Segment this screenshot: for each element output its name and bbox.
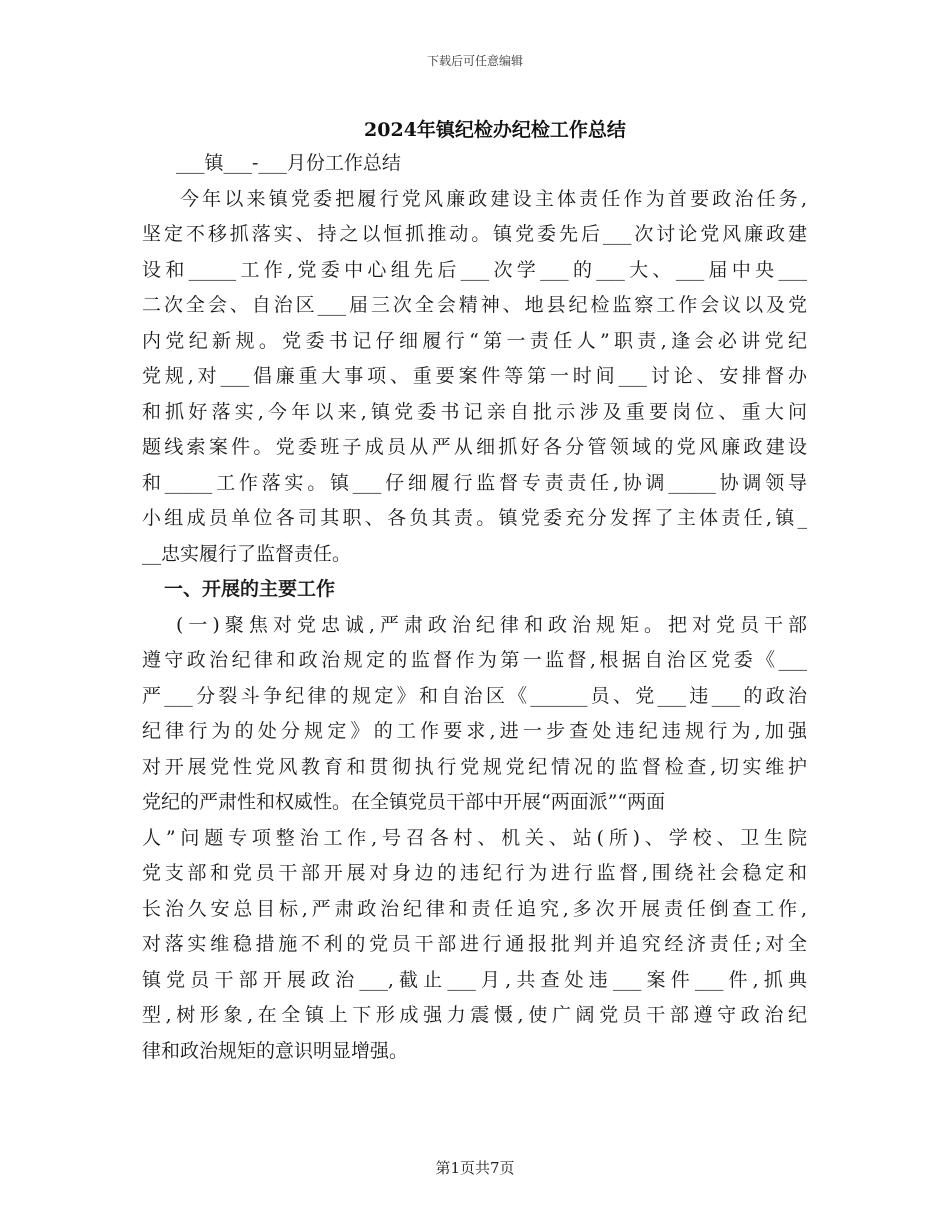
paragraph-line: 对落实维稳措施不利的党员干部进行通报批判并追究经济责任;对全 (142, 933, 807, 955)
paragraph-line: 遵守政治纪律和政治规定的监督作为第一监督,根据自治区党委《___ (142, 649, 807, 671)
paragraph-line: 今年以来镇党委把履行党风廉政建设主体责任作为首要政治任务, (180, 187, 807, 210)
paragraph-line: 党纪的严肃性和权威性。在全镇党员干部中开展“两面派”“两面 (142, 791, 666, 813)
paragraph-line: 坚定不移抓落实、持之以恒抓推动。镇党委先后___次讨论党风廉政建 (142, 223, 807, 245)
paragraph-line: 设和_____工作,党委中心组先后___次学___的___大、___届中央___ (142, 258, 807, 281)
paragraph-1 (142, 182, 807, 573)
document-body (142, 146, 807, 1069)
paragraph-line: 严___分裂斗争纪律的规定》和自治区《______员、党___违___的政治 (142, 684, 807, 707)
paragraph-line: 题线索案件。党委班子成员从严从细抓好各分管领域的党风廉政建设 (142, 436, 807, 458)
paragraph-line: 镇党员干部开展政治___,截止___月,共查处违___案件___件,抓典 (142, 968, 807, 991)
paragraph-line: 律和政治规矩的意识明显增强。 (142, 1039, 409, 1062)
paragraph-2 (142, 608, 807, 1070)
paragraph-line: 对开展党性党风教育和贯彻执行党规党纪情况的监督检查,切实维护 (142, 755, 807, 778)
paragraph-line: (一)聚焦对党忠诚,严肃政治纪律和政治规矩。把对党员干部 (176, 613, 807, 636)
paragraph-line: 纪律行为的处分规定》的工作要求,进一步查处违纪违规行为,加强 (142, 720, 807, 742)
paragraph-line: 二次全会、自治区___届三次全会精神、地县纪检监察工作会议以及党 (142, 294, 807, 316)
paragraph-line: 长治久安总目标,严肃政治纪律和责任追究,多次开展责任倒查工作, (142, 897, 807, 920)
paragraph-line: 小组成员单位各司其职、各负其责。镇党委充分发挥了主体责任,镇_ (142, 507, 807, 529)
document-subtitle: ___镇___-___月份工作总结 (176, 152, 401, 174)
page-header-note: 下载后可任意编辑 (426, 54, 523, 68)
paragraph-line: 和抓好落实,今年以来,镇党委书记亲自批示涉及重要岗位、重大问 (142, 400, 807, 423)
paragraph-line: 党规,对___倡廉重大事项、重要案件等第一时间___讨论、安排督办 (142, 365, 807, 387)
paragraph-line: 型,树形象,在全镇上下形成强力震慑,使广阔党员干部遵守政治纪 (142, 1004, 807, 1026)
paragraph-line: 人”问题专项整治工作,号召各村、机关、站(所)、学校、卫生院 (142, 826, 807, 849)
page-footer-number: 第1页共7页 (435, 1159, 515, 1177)
paragraph-line: 和_____工作落实。镇___仔细履行监督专责责任,协调_____协调领导 (142, 471, 807, 494)
document-title: 2024年镇纪检办纪检工作总结 (364, 119, 626, 141)
section-heading-1: 一、开展的主要工作 (164, 578, 336, 600)
paragraph-line: 党支部和党员干部开展对身边的违纪行为进行监督,围绕社会稳定和 (142, 862, 807, 884)
paragraph-line: 内党纪新规。党委书记仔细履行“第一责任人”职责,逢会必讲党纪 (142, 329, 807, 352)
paragraph-line: __忠实履行了监督责任。 (142, 542, 352, 565)
